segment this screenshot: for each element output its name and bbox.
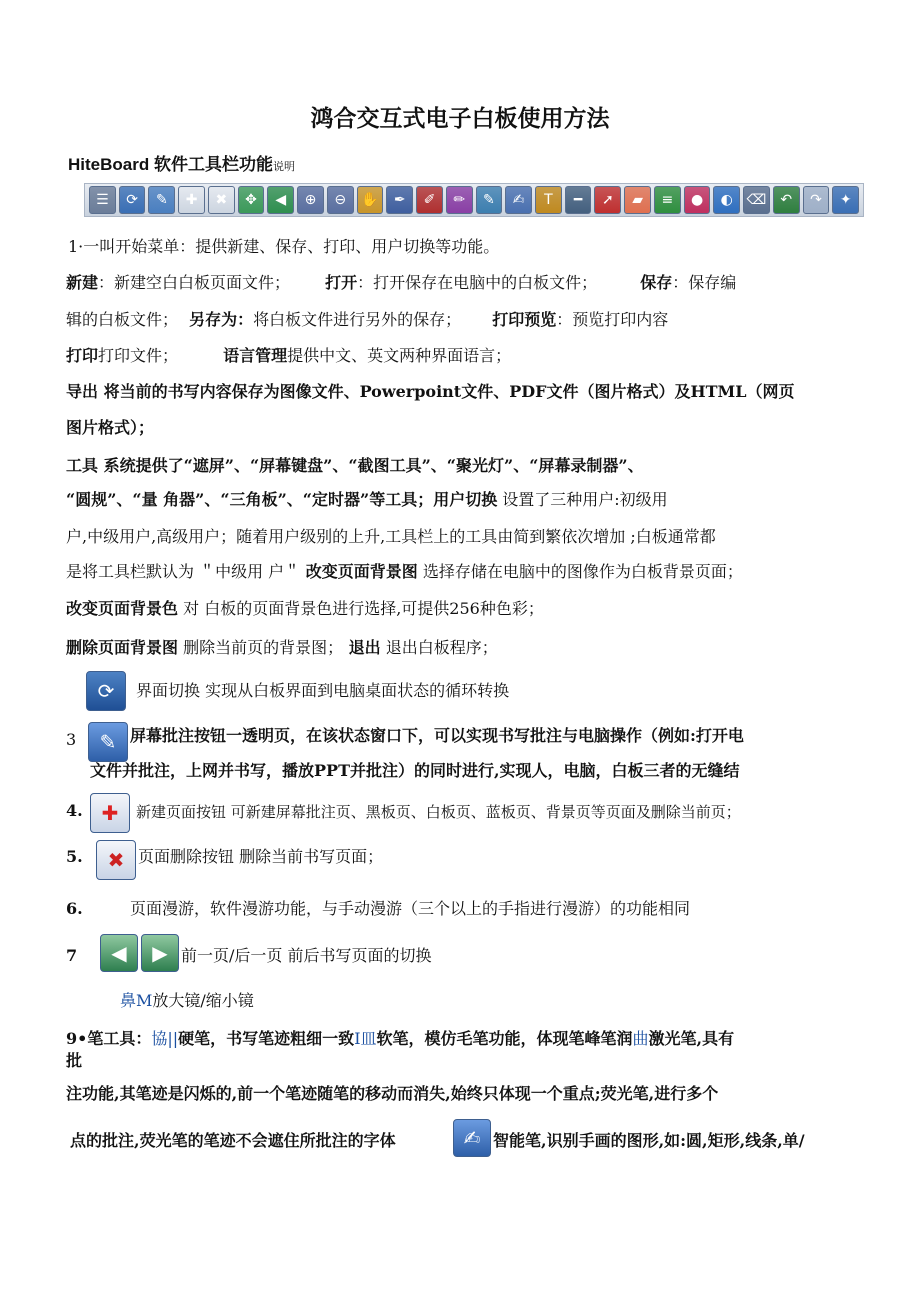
text-delete-bg: 删除当前页的背景图； — [178, 638, 344, 657]
switch-icon: ⟳ — [119, 186, 146, 214]
hard-pen-icon-text: 協|| — [151, 1029, 179, 1048]
subtitle-small: 说明 — [272, 161, 295, 173]
item-4-text: 新建页面按钮 可新建屏幕批注页、黑板页、白板页、蓝板页、背景页等页面及删除当前页； — [136, 803, 741, 821]
paragraph-users: 户,中级用户,高级用户；随着用户级别的上升,工具栏上的工具由简到繁依次增加 ;白板通常都 — [66, 527, 716, 546]
text-print: 打印文件； — [98, 346, 179, 365]
hard-pen-icon: ✒ — [386, 186, 413, 214]
item-7-number: 7 — [66, 946, 78, 965]
annotate-icon: ✎ — [148, 186, 175, 214]
text-icon: T — [535, 186, 562, 214]
zoom-out-icon: ⊖ — [327, 186, 354, 214]
item-9-line-2: 批 — [66, 1051, 83, 1070]
undo-icon: ↶ — [773, 186, 800, 214]
paragraph-file-functions — [66, 273, 736, 293]
text-save-as: 将白板文件进行另外的保存； — [253, 310, 462, 329]
page-title: 鸿合交互式电子白板使用方法 — [310, 106, 610, 132]
text-edit: 辑的白板文件； — [66, 310, 179, 329]
fill-color-icon: ◐ — [713, 186, 740, 214]
annotate-icon: ✎ — [88, 722, 128, 762]
settings-icon: ✦ — [832, 186, 859, 214]
highlighter-icon: ✎ — [476, 186, 503, 214]
label-language: 语言管理 — [223, 346, 288, 365]
page-subtitle — [68, 150, 295, 175]
text-change-bg-image: 选择存储在电脑中的图像作为白板背景页面； — [417, 562, 743, 581]
text-open: ：打开保存在电脑中的白板文件； — [357, 273, 598, 292]
text-save: ：保存编 — [672, 273, 737, 292]
text-user-switch: 设置了三种用户:初级用 — [497, 490, 668, 509]
item-9-line-1 — [66, 1029, 734, 1049]
text-change-bg-color: 对 白板的页面背景色进行选择,可提供256种色彩； — [178, 599, 544, 618]
brush-icon: ✐ — [416, 186, 443, 214]
label-new: 新建 — [66, 273, 99, 292]
line-width-icon: ≡ — [654, 186, 681, 214]
select-icon: ➚ — [594, 186, 621, 214]
label-save: 保存 — [640, 273, 673, 292]
item-6-text: 页面漫游，软件漫游功能，与手动漫游（三个以上的手指进行漫游）的功能相同 — [130, 899, 691, 918]
paragraph-tools-2 — [66, 490, 668, 510]
item-5-text: 页面删除按钮 删除当前书写页面； — [138, 847, 384, 866]
item-6-number: 6. — [66, 899, 83, 918]
paragraph-start-menu: 1·一叫开始菜单：提供新建、保存、打印、用户切换等功能。 — [68, 237, 500, 256]
item-9-line-3: 注功能,其笔迹是闪烁的,前一个笔迹随笔的移动而消失,始终只体现一个重点;荧光笔,进行多个 — [66, 1084, 719, 1103]
delete-page-icon: ✖ — [96, 840, 136, 880]
item-9-line-4b: 智能笔,识别手画的图形,如:圆,矩形,线条,单/ — [493, 1131, 805, 1150]
paragraph-background — [66, 562, 743, 582]
text-exit: 退出白板程序； — [380, 638, 498, 657]
paragraph-tools: 工具 系统提供了“遮屏”、“屏幕键盘”、“截图工具”、“聚光灯”、“屏幕录制器”、 — [66, 456, 644, 475]
eraser-icon: ▰ — [624, 186, 651, 214]
label-save-as: 另存为： — [189, 310, 254, 329]
paragraph-bg-color — [66, 599, 544, 619]
label-print: 打印 — [66, 346, 99, 365]
text-print-preview: ：预览打印内容 — [556, 310, 669, 329]
delete-page-icon: ✖ — [208, 186, 235, 214]
item-7-text: 前一页/后一页 前后书写页面的切换 — [181, 946, 432, 965]
zoom-in-icon: ⊕ — [297, 186, 324, 214]
item-4-number: 4. — [66, 801, 83, 820]
brush-icon-text: I皿 — [354, 1029, 377, 1048]
switch-icon: ⟳ — [86, 671, 126, 711]
new-page-icon: ✚ — [90, 793, 130, 833]
text-default-toolbar: 是将工具栏默认为 ＂中级用 户＂ — [66, 562, 301, 581]
paragraph-print — [66, 346, 511, 366]
smart-pen-icon: ✍ — [505, 186, 532, 214]
text-brush: 软笔，模仿毛笔功能，体现笔峰笔润 — [376, 1029, 633, 1048]
label-exit: 退出 — [343, 638, 381, 657]
item-5-number: 5. — [66, 847, 83, 866]
label-delete-bg: 删除页面背景图 — [66, 638, 179, 657]
item-8-text: 放大镜/缩小镜 — [152, 991, 254, 1010]
pan-icon: ✥ — [238, 186, 265, 214]
hand-icon: ✋ — [357, 186, 384, 214]
text-tools-bold: “圆规”、“量 角器”、“三角板”、“定时器”等工具；用户切换 — [66, 490, 498, 509]
label-change-bg-image: 改变页面背景图 — [300, 562, 418, 581]
laser-pen-icon: ✏ — [446, 186, 473, 214]
item-8 — [120, 991, 254, 1011]
smart-pen-icon: ✍ — [453, 1119, 491, 1157]
paragraph-export-2: 图片格式）； — [66, 418, 155, 437]
item-switch: 界面切换 实现从白板界面到电脑桌面状态的循环转换 — [136, 681, 510, 700]
text-hard-pen: 硬笔，书写笔迹粗细一致 — [178, 1029, 355, 1048]
menu-icon: ☰ — [89, 186, 116, 214]
text-language: 提供中文、英文两种界面语言； — [287, 346, 512, 365]
prev-page-icon: ◀ — [100, 934, 138, 972]
redo-icon: ↷ — [803, 186, 830, 214]
item-9-line-4a: 点的批注,荧光笔的笔迹不会遮住所批注的字体 — [70, 1131, 396, 1150]
item-3-line-1: 屏幕批注按钮一透明页，在该状态窗口下，可以实现书写批注与电脑操作（例如:打开电 — [130, 726, 744, 745]
item-8-icon-text: 鼻M — [120, 991, 153, 1010]
item-3-number: 3 — [66, 730, 77, 749]
label-open: 打开 — [325, 273, 358, 292]
new-page-icon: ✚ — [178, 186, 205, 214]
next-page-icon: ▶ — [141, 934, 179, 972]
subtitle-main: HiteBoard 软件工具栏功能 — [68, 155, 273, 174]
item-3-line-2: 文件并批注，上网并书写，播放PPT并批注）的同时进行,实现人，电脑，白板三者的无缝结 — [90, 761, 740, 780]
toolbar-image — [84, 183, 864, 217]
label-change-bg-color: 改变页面背景色 — [66, 599, 179, 618]
line-icon: ━ — [565, 186, 592, 214]
text-new: ：新建空白白板页面文件； — [98, 273, 291, 292]
clear-icon: ⌫ — [743, 186, 770, 214]
paragraph-file-functions-2 — [66, 310, 668, 330]
text-laser-pen: 激光笔,具有 — [648, 1029, 735, 1048]
paragraph-delete-bg — [66, 638, 498, 658]
label-print-preview: 打印预览 — [492, 310, 557, 329]
color-icon: ● — [684, 186, 711, 214]
laser-pen-icon-text: 曲 — [632, 1029, 649, 1048]
prev-page-icon: ◀ — [267, 186, 294, 214]
paragraph-export: 导出 将当前的书写内容保存为图像文件、Powerpoint文件、PDF文件（图片格式）及HTML（网页 — [66, 382, 795, 401]
item-9-number: 9•笔工具： — [66, 1029, 152, 1048]
